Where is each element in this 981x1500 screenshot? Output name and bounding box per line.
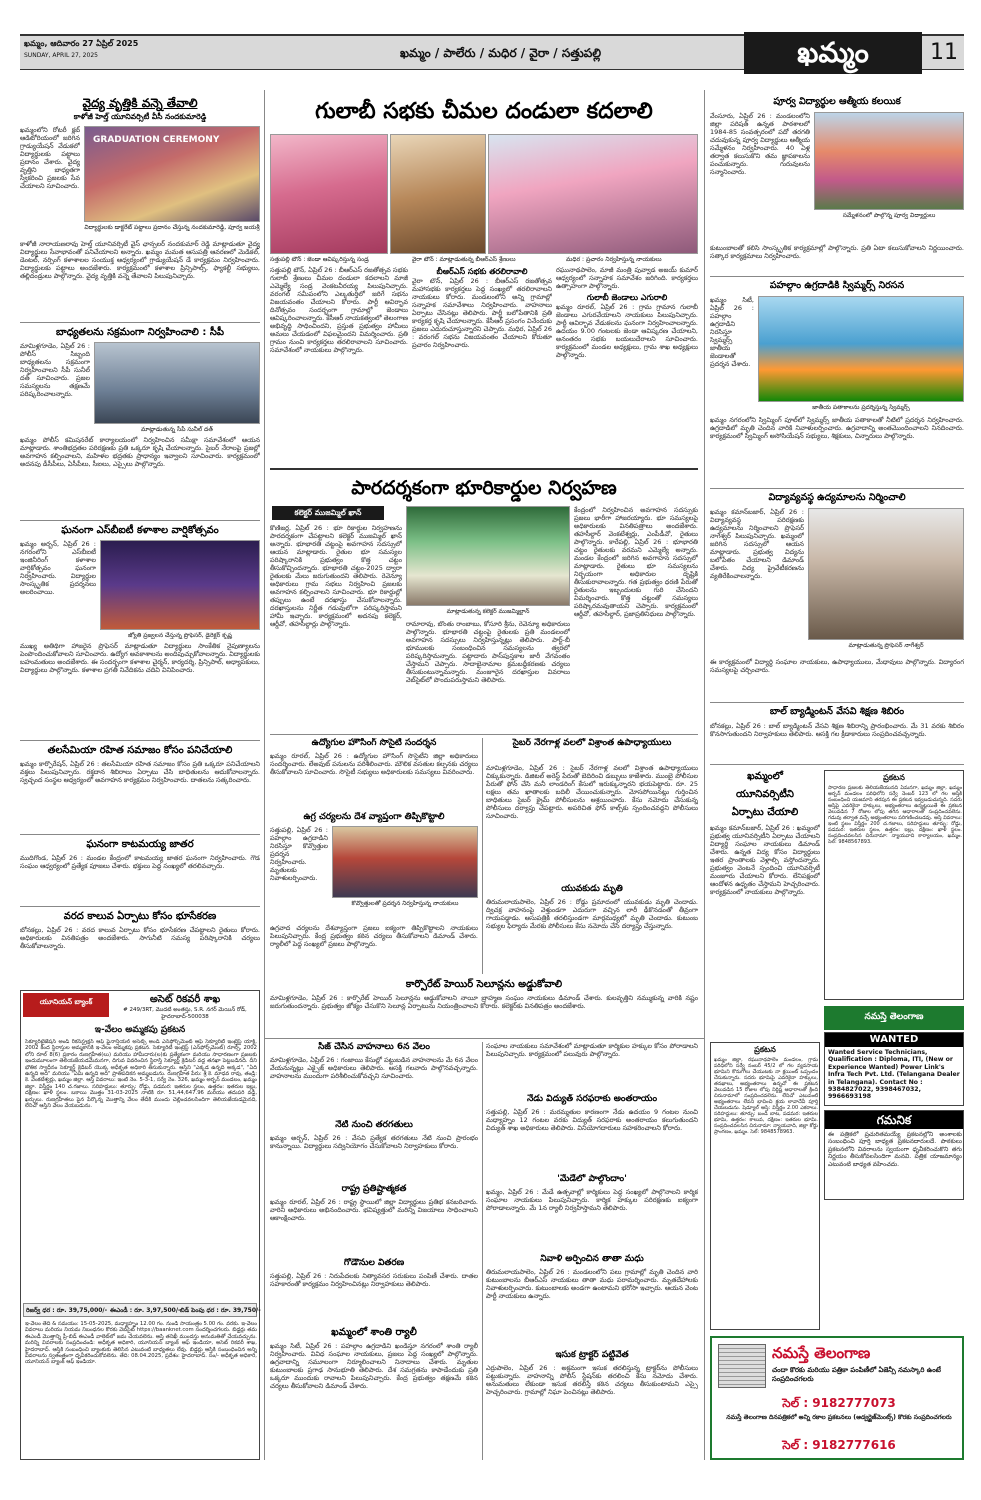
story6-headline: వరద కాలువ ఏర్పాటు కోసం భూసేకరణ <box>63 911 217 922</box>
alumni-body2: కుటుంబాలతో కలిసి సాంస్కృతిక కార్యక్రమాల్లో పాల్గొన్నారు. ప్రతి ఏటా కలుసుకోవాలని నిర్ణయించారు. సత్కార కార్యక్రమాలు నిర్వహించారు. <box>710 244 964 260</box>
left-divider-1 <box>20 322 260 323</box>
masthead <box>20 34 964 70</box>
edu-photo <box>808 508 964 640</box>
univ-headline-2: యూనివర్సిటీని <box>736 789 794 800</box>
classified-ad-2 <box>710 1042 820 1330</box>
col-rule-2 <box>704 90 705 1460</box>
center-inner-rule <box>482 738 483 974</box>
second-headline: పారదర్శకంగా భూరికార్డుల నిర్వహణ <box>351 477 617 499</box>
reserve-price: రిజర్వ్ ధర : రూ. 39,75,000/- <box>26 1307 108 1314</box>
gamanika-body: ఈ పత్రికలో ప్రచురితమయ్యే ప్రకటనల్లోని అంశాలకు సంబంధించి పూర్తి బాధ్యత ప్రకటనదారులదే. పాఠకులు ప్రకటనలోని వివరాలను స్వయంగా ధృవీకరించుకొని తగు నిర్ణయం తీసుకోవలసిందిగా మనవి. పత్రిక యాజమాన్యం ఎటువంటి బాధ్యత వహించదు. <box>828 1131 962 1168</box>
page-number: 11 <box>930 40 958 65</box>
left-divider-5 <box>20 906 260 907</box>
story5-body: ముదిగొండ, ఏప్రిల్ 26 : మండల కేంద్రంలో కాటమయ్య జాతర ఘనంగా నిర్వహించారు. గౌడ సంఘం ఆధ్వర్యంలో ప్రత్యేక పూజలు చేశారు. భక్తులు పెద్ద సంఖ్యలో తరలివచ్చారు. <box>20 854 260 870</box>
alumni-photo <box>814 112 964 210</box>
second-body-col3: కేంద్రంలో నిర్వహించిన అవగాహన సదస్సుకు ప్రజలు భారీగా హాజరయ్యారు. భూ సమస్యలపై అధికారులకు వినతిపత్రాలు అందజేశారు. తహసీల్దార్ వెంకటేశ్వర్లు, ఎంపీడీవో, రైతులు పాల్గొన్నారు. కారేపల్లి, ఏప్రిల్ 26 : భూభారతి చట్టం రైతులకు వరమని ఎమ్మెల్యే అన్నారు. మండల కేంద్రంలో జరిగిన అవగాహన సదస్సులో మాట్లాడారు. రైతులు భూ సమస్యలను నిర్భయంగా అధికారుల దృష్టికి తీసుకురావాలన్నారు. గత ప్రభుత్వం ధరణి పేరుతో రైతులను ఇబ్బందులకు గురి చేసిందని విమర్శించారు. కొత్త చట్టంతో సమస్యలు పరిష్కారమవుతాయని చెప్పారు. కార్యక్రమంలో ఆర్డీవో, తహసీల్దార్, ప్రజాప్రతినిధులు పాల్గొన్నారు. <box>574 506 698 618</box>
protest-photo <box>332 826 478 898</box>
alumni-headline: పూర్వ విద్యార్థుల ఆత్మీయ కలయిక <box>773 96 901 107</box>
youth-body: తిరుమలాయపాలెం, ఏప్రిల్ 26 : రోడ్డు ప్రమాదంలో యువకుడు మృతి చెందాడు. ద్విచక్ర వాహనంపై వెళ్తుండగా ఎదురుగా వచ్చిన లారీ ఢీకొనడంతో తీవ్రంగా గాయపడ్డాడు. ఆసుపత్రికి తరలిస్తుండగా మార్గమధ్యలో మృతి చెందాడు. కుటుంబ సభ్యుల ఫిర్యాదు మేరకు పోలీసులు కేసు నమోదు చేసి దర్యాప్తు చేస్తున్నారు. <box>486 898 698 930</box>
lead-caption-2: వైరా టౌన్ : మాట్లాడుతున్న బీఆర్ఎస్ శ్రేణులు <box>412 256 516 263</box>
lower-right-body1: సంఘాల నాయకులు సమావేశంలో మాట్లాడుతూ కార్మికుల హక్కుల కోసం పోరాడాలని పిలుపునిచ్చారు. కార్యక్రమంలో పలువురు పాల్గొన్నారు. <box>486 1042 698 1058</box>
right-divider-1 <box>710 276 964 277</box>
wanted-ad <box>824 1032 964 1106</box>
lead-photo-3 <box>488 134 698 254</box>
nt-promo-text: చందా కొరకు మరియు పత్రికా పంపిణీలో ఏజెన్సీ నమస్కారి ఉంటే సంప్రదించగలరు <box>772 1366 941 1383</box>
badminton-headline: బాల్ బ్యాడ్మింటన్ వేసవి శిక్షణ శిబిరం <box>769 706 905 717</box>
nt-promo-phone-1: సెల్ : 9182777073 <box>782 1396 896 1410</box>
tractor-headline: ఇసుక ట్రాక్టర్ పట్టివేత <box>555 1350 629 1360</box>
collector-caption: మాట్లాడుతున్న కలెక్టర్ ముజమ్మిల్ఖాన్ <box>446 608 530 615</box>
bank-ad <box>20 990 260 1460</box>
protest-body: ఉగ్రవాద చర్యలను దేశవ్యాప్తంగా ప్రజలు ఐక్యంగా తిప్పికొట్టాలని నాయకులు పిలుపునిచ్చారు. కేంద్ర ప్రభుత్వం కఠిన చర్యలు తీసుకోవాలని డిమాండ్ చేశారు. ర్యాలీలో పెద్ద సంఖ్యలో ప్రజలు పాల్గొన్నారు. <box>270 924 478 948</box>
graduation-banner-text: GRADUATION CEREMONY <box>93 135 220 145</box>
univ-headline-1: ఖమ్మంలో <box>747 771 783 782</box>
medelo-body: ఖమ్మం, ఏప్రిల్ 26 : మేడే ఉత్సవాల్లో కార్మికులు పెద్ద సంఖ్యలో పాల్గొనాలని కార్మిక సంఘాల నాయకులు పిలుపునిచ్చారు. కార్మిక హక్కుల పరిరక్షణకు ఐక్యంగా పోరాడాలన్నారు. మే 1న ర్యాలీ నిర్వహిస్తామని తెలిపారు. <box>486 1188 698 1212</box>
edu-body: ఈ కార్యక్రమంలో విద్యార్థి సంఘాల నాయకులు, ఉపాధ్యాయులు, మేధావులు పాల్గొన్నారు. విద్యారంగ సమస్యలపై చర్చించారు. <box>710 658 964 674</box>
center-divider-1 <box>270 468 698 470</box>
bid-increment: బిడ్ పెంపు ధర : రూ. 39,750/- <box>180 1307 261 1314</box>
left-divider-4 <box>20 834 260 835</box>
masthead-towns: ఖమ్మం / పాలేరు / మధిర / వైరా / సత్తుపల్లి <box>400 46 602 60</box>
seized-body: మామిళ్లగూడెం, ఏప్రిల్ 26 : గంజాయి కేసుల్లో పట్టుబడిన వాహనాలను మే 6న వేలం వేయనున్నట్లు ఎక్సైజ్ అధికారులు తెలిపారు. ఆసక్తి గలవారు పాల్గొనవచ్చన్నారు. వాహనాలను ముందుగా పరిశీలించుకోవచ్చని సూచించారు. <box>270 1056 478 1080</box>
wanted-body: Wanted Service Technicians, Qualification : Diploma, ITI, (New or Experience Wanted) Power Link's Infra Tech Pvt. Ltd. (Telangana Dealer in Telangana). Contact No : 9384827022, 9398467032, 9966693198 <box>828 1049 960 1101</box>
nt-promo-phone-2: సెల్ : 9182777616 <box>782 1438 896 1452</box>
story1-body: కాళోజీ నారాయణరావు హెల్త్ యూనివర్సిటీ వైస్ ఛాన్సలర్ నందకుమార్ రెడ్డి మాట్లాడుతూ వైద్య విద్యార్థులు సేవాభావంతో పనిచేయాలని అన్నారు. ఖమ్మం మమత ఆసుపత్రి ఆవరణలో మెడికల్, డెంటల్, నర్సింగ్ కళాశాలల సంయుక్త ఆధ్వర్యంలో గ్రాడ్యుయేషన్ డే కార్యక్రమం నిర్వహించారు. విద్యార్థులకు పట్టాలు అందజేశారు. కార్యక్రమంలో కళాశాల ప్రిన్సిపాల్స్, ఫ్యాకల్టీ సభ్యులు, తల్లిదండ్రులు పాల్గొన్నారు. వైద్య వృత్తికి వన్నె తేవాలని పిలుపునిచ్చారు. <box>20 240 260 280</box>
classified-body-1: సాధారణ ప్రజలకు తెలియజేయునది ఏమనగా, ఖమ్మం జిల్లా, ఖమ్మం అర్బన్ మండలం పరిధిలోని సర్వే నెంబర్ 123 లో గల ఆస్తికి సంబంధించి యజమాని తరపున ఈ ప్రకటన ఇవ్వబడుచున్నది. సదరు ఆస్తిపై ఎవరికైనా హక్కులు, అభ్యంతరాలు ఉన్నట్లయితే ఈ ప్రకటన వెలువడిన 7 రోజుల లోపు తగిన ఆధారాలతో సంప్రదించవలెను. గడువు తర్వాత వచ్చే అభ్యంతరాలు పరిగణించబడవు. ఆస్తి వివరాలు: ఇంటి స్థలం విస్తీర్ణం 200 చ.గజాలు, సరిహద్దులు తూర్పు: రోడ్డు, పడమర: ఇతరుల స్థలం, ఉత్తరం: ఇల్లు, దక్షిణం: ఖాళీ స్థలం. సంప్రదించవలసిన చిరునామా: న్యాయవాది కార్యాలయం, ఖమ్మం. సెల్: 9848567893. <box>828 785 962 845</box>
collector-tag: కలెక్టర్ ముజమ్మిల్ ఖాన్ <box>272 506 384 520</box>
edu-headline: విద్యావ్యవస్థ ఉద్యమాలను నిర్మించాలి <box>768 492 906 503</box>
cyber-headline: సైబర్ నేరగాళ్ల వలలో విశ్రాంత ఉపాధ్యాయులు <box>512 738 672 748</box>
cp-photo <box>94 342 260 424</box>
story1-caption: విద్యార్థులకు డాక్టరేట్ పట్టాలు ప్రదానం చేస్తున్న నందకుమారెడ్డి, పూర్వ జయశ్రీ <box>84 224 260 231</box>
swim-body-left: ఖమ్మం సిటీ, ఏప్రిల్ 26 : పహల్గాం ఉగ్రదాడిని నిరసిస్తూ స్విమ్మర్స్ జాతీయ జెండాలతో ప్రదర్శన చేశారు. <box>710 296 754 368</box>
newspaper-bundle-icon <box>718 1344 766 1388</box>
swim-photo <box>758 296 964 402</box>
lead-sub1: బీఆర్ఎస్ సభకు తరలిరావాలి <box>436 267 528 276</box>
bank-notice-body: సెక్యూరిటైజేషన్ అండ్ రీకన్‌స్ట్రక్షన్ ఆఫ్ ఫైనాన్షియల్ అసెట్స్ అండ్ ఎన్‌ఫోర్స్‌మెంట్ ఆఫ్ సెక్యూరిటీ ఇంట్రెస్ట్ యాక్ట్, 2002 కింద స్థిరాస్తుల అమ్మకానికి ఇ-వేలం అమ్మకపు ప్రకటన. సెక్యూరిటీ ఇంట్రెస్ట్ (ఎన్‌ఫోర్స్‌మెంట్) రూల్స్, 2002 లోని రూల్ 8(6) ప్రకారం రుణగ్రహీత(లు) మరియు హామీదారు(ల)కు ప్రత్యేకంగా మరియు సాధారణంగా ప్రజలకు ఇందుమూలంగా తెలియజేయడమేమనగా, దిగువ వివరించిన స్థిరాస్తి సెక్యూర్డ్ క్రెడిటర్ వద్ద తనఖా పెట్టబడినది. దీని భౌతిక స్వాధీనం సెక్యూర్డ్ క్రెడిటర్ యొక్క అధీకృత అధికారి తీసుకున్నారు. ఆస్తిని "ఎక్కడ ఉన్నది అక్కడ", "ఏది ఉన్నది అది" మరియు "ఏమి ఉన్నది అది" ప్రాతిపదికన అమ్మబడును. రుణగ్రహీత పేరు: శ్రీ కె. మాధవ రావు, తండ్రి: కె. వెంకటేశ్వర్లు, ఖమ్మం జిల్లా. ఆస్తి వివరాలు: ఇంటి నెం. 5-3-1, సర్వే నెం. 326, ఖమ్మం అర్బన్ మండలం, ఖమ్మం జిల్లా. విస్తీర్ణం 140 చ.గజాలు. సరిహద్దులు: తూర్పు: రోడ్డు, పడమర: ఇతరుల స్థలం, ఉత్తరం: ఇతరుల ఇల్లు, దక్షిణం: ఖాళీ స్థలం. బకాయి మొత్తం 31-03-2025 నాటికి రూ. 51,44,647.96 మరియు తదుపరి వడ్డీ, ఖర్చులు. రుణగ్రహీతలు పైన పేర్కొన్న మొత్తాన్ని వేలం తేదీకి ముందు చెల్లించవలసిందిగా తెలియజేయడమైనది, లేనిచో ఆస్తిని వేలం వేయబడును. <box>25 1039 257 1110</box>
bank-branch: అసెట్ రికవరీ శాఖ <box>149 994 221 1005</box>
classes-body: ఖమ్మం అర్బన్, ఏప్రిల్ 26 : వేసవి ప్రత్యేక తరగతులు నేటి నుంచి ప్రారంభం కానున్నాయి. విద్యార్థులు సద్వినియోగం చేసుకోవాలని నిర్వాహకులు కోరారు. <box>270 1134 478 1150</box>
madhu-headline: నివాళి అర్పించిన తాతా మధు <box>540 1254 644 1264</box>
right-divider-2 <box>710 488 964 489</box>
nt-promo-ad <box>710 1336 964 1460</box>
story5-headline: ఘనంగా కాటమయ్య జాతర <box>86 839 194 850</box>
story1-body-right: ఖమ్మంలోని రోటరీ క్లబ్ ఆడిటోరియంలో జరిగిన గ్రాడ్యుయేషన్ వేడుకలో విద్యార్థులకు పట్టాలు ప్రదానం చేశారు. వైద్య వృత్తిని బాధ్యతగా స్వీకరించి ప్రజలకు సేవ చేయాలని సూచించారు. <box>20 126 80 190</box>
right-divider-4 <box>710 764 964 765</box>
housing-body: ఖమ్మం రూరల్, ఏప్రిల్ 26 : ఉద్యోగుల హౌసింగ్ సొసైటీని జిల్లా అధికారులు సందర్శించారు. లేఅవుట్ పనులను పరిశీలించారు. మౌలిక వసతుల కల్పనకు చర్యలు తీసుకోవాలని సూచించారు. సొసైటీ సభ్యులు అధికారులకు సమస్యలు వివరించారు. <box>270 752 478 776</box>
rally-headline: ఖమ్మంలో శాంతి ర్యాలీ <box>331 1327 417 1338</box>
salon-headline: కార్పొరేట్ హెయిర్ సెలూన్లను అడ్డుకోవాలి <box>405 979 563 990</box>
story2-caption: మాట్లాడుతున్న సీపీ సునీల్ దత్ <box>141 426 213 433</box>
edu-caption: మాట్లాడుతున్న ప్రొఫెసర్ నాగేశ్వర్ <box>848 642 924 649</box>
swim-caption: జాతీయ పతాకాలను ప్రదర్శిస్తున్న స్విమ్మర్స్ <box>812 404 910 411</box>
center-divider-3 <box>264 1038 704 1039</box>
seized-headline: సీజ్ చేసిన వాహనాలు 6న వేలం <box>318 1042 430 1052</box>
right-divider-3 <box>710 702 964 703</box>
emd-amount: ఈఎండీ : రూ. 3,97,500/- <box>110 1307 181 1314</box>
housing-headline: ఉద్యోగుల హౌసింగ్ సొసైటీ సందర్శన <box>311 738 437 748</box>
lead-body-col1: సత్తుపల్లి టౌన్, ఏప్రిల్ 26 : బీఆర్ఎస్ రజతోత్సవ సభకు గులాబీ శ్రేణులు చీమల దండులా కదలాలని మాజీ ఎమ్మెల్యే సండ్ర వెంకటవీరయ్య పిలుపునిచ్చారు. వరంగల్ సమీపంలోని ఎల్కతుర్తిలో జరిగే సభను విజయవంతం చేయాలని కోరారు. పార్టీ ఆవిర్భావ దినోత్సవం సందర్భంగా గ్రామాల్లో జెండాలు ఆవిష్కరించాలన్నారు. కేసీఆర్ నాయకత్వంలో తెలంగాణ అభివృద్ధి సాధించిందని, ప్రస్తుత ప్రభుత్వం హామీలు అమలు చేయడంలో విఫలమైందని విమర్శించారు. ప్రతి గ్రామం నుంచి కార్యకర్తలు తరలిరావాలని సూచించారు. సమావేశంలో నాయకులు పాల్గొన్నారు. <box>270 266 408 354</box>
story4-body: ఖమ్మం కార్పొరేషన్, ఏప్రిల్ 26 : తలసేమియా రహిత సమాజం కోసం ప్రతి ఒక్కరూ పనిచేయాలని వక్తలు పిలుపునిచ్చారు. రక్తదాన శిబిరాలు ఏర్పాటు చేసి బాధితులను ఆదుకోవాలన్నారు. స్వచ్ఛంద సంస్థల ఆధ్వర్యంలో అవగాహన కార్యక్రమం నిర్వహించారు. దాతలను సత్కరించారు. <box>20 760 260 784</box>
classified-label-2: ప్రకటన <box>754 1045 776 1054</box>
second-body-col2: రామారావు, బొంతు రాంబాబు, కోసూరి శ్రీను, రెవెన్యూ అధికారులు పాల్గొన్నారు. భూభారతి చట్టంపై రైతులకు ప్రతి మండలంలో అవగాహన సదస్సులు నిర్వహిస్తున్నట్లు తెలిపారు. పార్ట్-బీ భూములకు సంబంధించిన సమస్యలను త్వరలో పరిష్కరిస్తామన్నారు. పట్టాదారు పాస్‌పుస్తకాల జారీ వేగవంతం చేస్తామని చెప్పారు. సాదాబైనామాల క్రమబద్ధీకరణకు చర్యలు తీసుకుంటున్నామన్నారు. మంజూరైన దరఖాస్తుల వివరాలు వెబ్‌సైట్‌లో పొందుపరుస్తామని తెలిపారు. <box>406 620 570 684</box>
lead-caption-1: సత్తుపల్లి టౌన్ : జెండా ఆవిష్కరిస్తున్న సండ్ర <box>270 256 369 263</box>
lead-caption-3: మధిర : ప్రచారం నిర్వహిస్తున్న నాయకులు <box>566 256 662 263</box>
story1-headline: వైద్య వృత్తికి వన్నె తేవాలి <box>82 96 198 110</box>
protest-caption: కొవ్వొత్తులతో ప్రదర్శన నిర్వహిస్తున్న నాయకులు <box>351 900 459 907</box>
story1-subhead: కాళోజీ హెల్త్ యూనివర్సిటీ వీసీ నందకుమారెడ్డి <box>73 112 207 121</box>
second-body-col1: కొణిజర్ల, ఏప్రిల్ 26 : భూ రికార్డుల నిర్వహణను పారదర్శకంగా చేపట్టాలని కలెక్టర్ ముజమ్మిల్ ఖాన్ అన్నారు. భూభారతి చట్టంపై అవగాహన సదస్సులో ఆయన మాట్లాడారు. రైతుల భూ సమస్యల పరిష్కారానికి ప్రభుత్వం కొత్త చట్టం తీసుకొచ్చిందన్నారు. భూభారతి చట్టం-2025 ద్వారా రైతులకు మేలు జరుగుతుందని తెలిపారు. రెవెన్యూ అధికారులు గ్రామ సభలు నిర్వహించి ప్రజలకు అవగాహన కల్పించాలని సూచించారు. భూ రికార్డుల్లో తప్పులు ఉంటే దరఖాస్తు చేసుకోవాలన్నారు. దరఖాస్తులను నిర్ణీత గడువులోగా పరిష్కరిస్తామని హామీ ఇచ్చారు. కార్యక్రమంలో అదనపు కలెక్టర్, ఆర్డీవో, తహసీల్దార్లు పాల్గొన్నారు. <box>270 524 402 628</box>
rally-body: ఖమ్మం సిటీ, ఏప్రిల్ 26 : పహల్గాం ఉగ్రదాడిని ఖండిస్తూ నగరంలో శాంతి ర్యాలీ నిర్వహించారు. వివిధ సంఘాల నాయకులు, ప్రజలు పెద్ద సంఖ్యలో పాల్గొన్నారు. ఉగ్రవాదాన్ని సమూలంగా నిర్మూలించాలని నినాదాలు చేశారు. మృతుల కుటుంబాలకు ప్రగాఢ సానుభూతి తెలిపారు. దేశ సమగ్రతను కాపాడేందుకు ప్రతి ఒక్కరూ ముందుకు రావాలని పిలుపునిచ్చారు. కేంద్ర ప్రభుత్వం తక్షణమే కఠిన చర్యలు తీసుకోవాలని డిమాండ్ చేశారు. <box>270 1342 478 1390</box>
story3-body-left: ఖమ్మం అర్బన్, ఏప్రిల్ 26 : నగరంలోని ఎస్‌బీఐటీ ఇంజినీరింగ్ కళాశాల వార్షికోత్సవం ఘనంగా నిర్వహించారు. విద్యార్థుల సాంస్కృతిక ప్రదర్శనలు అలరించాయి. <box>20 540 96 596</box>
salon-body: మామిళ్లగూడెం, ఏప్రిల్ 26 : కార్పొరేట్ హెయిర్ సెలూన్లను అడ్డుకోవాలని నాయీ బ్రాహ్మణ సంఘం నాయకులు డిమాండ్ చేశారు. కులవృత్తిని నమ్ముకున్న వారికి నష్టం జరుగుతుందన్నారు. ప్రభుత్వం జోక్యం చేసుకొని సెలూన్ల ఏర్పాటును నియంత్రించాలని కోరారు. కలెక్టర్‌కు వినతిపత్రం అందజేశారు. <box>270 994 698 1010</box>
protest-body-left: సత్తుపల్లి, ఏప్రిల్ 26 : పహల్గాం ఉగ్రదాడిని నిరసిస్తూ కొవ్వొత్తుల ప్రదర్శన నిర్వహించారు. మృతులకు నివాళులర్పించారు. <box>270 826 328 882</box>
godown-body: సత్తుపల్లి, ఏప్రిల్ 26 : నిరుపేదలకు నిత్యావసర సరుకులు పంపిణీ చేశారు. దాతల సహకారంతో కార్యక్రమం నిర్వహించినట్లు నిర్వాహకులు తెలిపారు. <box>270 1272 478 1288</box>
masthead-date-english: SUNDAY, APRIL 27, 2025 <box>24 52 98 59</box>
story3-headline: ఘనంగా ఎస్‌బీఐటీ కళాశాల వార్షికోత్సవం <box>61 525 219 536</box>
edu-body-left: ఖమ్మం కమాన్‌బజార్, ఏప్రిల్ 26 : విద్యావ్యవస్థ పరిరక్షణకు ఉద్యమాలను నిర్మించాలని ప్రొఫెసర్ నాగేశ్వర్ పిలుపునిచ్చారు. ఖమ్మంలో జరిగిన సదస్సులో ఆయన మాట్లాడారు. ప్రభుత్వ విద్యను బలోపేతం చేయాలని డిమాండ్ చేశారు. విద్య ప్రైవేటీకరణను వ్యతిరేకించాలన్నారు. <box>710 508 804 580</box>
power-headline: నేడు విద్యుత్ సరఫరాకు అంతరాయం <box>526 1094 658 1104</box>
story2-body-left: మామిళ్లగూడెం, ఏప్రిల్ 26 : పోలీస్ సిబ్బంది బాధ్యతలను సక్రమంగా నిర్వహించాలని సీపీ సునీల్ దత్ సూచించారు. ప్రజల సమస్యలను తక్షణమే పరిష్కరించాలన్నారు. <box>20 342 90 398</box>
protest-headline: ఉగ్ర చర్యలను దేశ వ్యాప్తంగా తిప్పికొట్టాలి <box>303 812 445 822</box>
lead-body-col2: బీఆర్ఎస్ సభకు తరలిరావాలి వైరా టౌన్, ఏప్రిల్ 26 : బీఆర్ఎస్ రజతోత్సవ మహాసభకు కార్యకర్తలు పెద్ద సంఖ్యలో తరలిరావాలని నాయకులు కోరారు. మండలంలోని అన్ని గ్రామాల్లో సన్నాహక సమావేశాలు నిర్వహించారు. వాహనాలు ఏర్పాటు చేసినట్లు తెలిపారు. పార్టీ బలోపేతానికి ప్రతి కార్యకర్త కృషి చేయాలన్నారు. కేసీఆర్ ప్రసంగం వినేందుకు ప్రజలు ఎదురుచూస్తున్నారని చెప్పారు. మధిర, ఏప్రిల్ 26 : వరంగల్ సభను విజయవంతం చేయాలని కోరుతూ ప్రచారం నిర్వహించారు. <box>412 267 552 349</box>
masthead-date: ఖమ్మం, ఆదివారం 27 ఏప్రిల్ 2025 <box>24 39 139 48</box>
story2-body: ఖమ్మం పోలీస్ కమిషనరేట్ కార్యాలయంలో నిర్వహించిన సమీక్షా సమావేశంలో ఆయన మాట్లాడారు. శాంతిభద్రతల పరిరక్షణకు ప్రతి ఒక్కరూ కృషి చేయాలన్నారు. సైబర్ నేరాలపై ప్రజల్లో అవగాహన కల్పించాలని, మహిళల భద్రతకు ప్రాధాన్యం ఇవ్వాలని సూచించారు. కార్యక్రమంలో అదనపు డీసీపీలు, ఏసీపీలు, సీఐలు, ఎస్సైలు పాల్గొన్నారు. <box>20 436 260 468</box>
tractor-body: ఎర్రుపాలెం, ఏప్రిల్ 26 : అక్రమంగా ఇసుక తరలిస్తున్న ట్రాక్టర్‌ను పోలీసులు పట్టుకున్నారు. వాహనాన్ని పోలీస్ స్టేషన్‌కు తరలించి కేసు నమోదు చేశారు. అనుమతులు లేకుండా ఇసుక తరలిస్తే కఠిన చర్యలు తీసుకుంటామని ఎస్సై హెచ్చరించారు. గ్రామాల్లో నిఘా పెంచినట్లు తెలిపారు. <box>486 1364 698 1396</box>
power-body: సత్తుపల్లి, ఏప్రిల్ 26 : మరమ్మతుల కారణంగా నేడు ఉదయం 9 గంటల నుంచి మధ్యాహ్నం 12 గంటల వరకు విద్యుత్ సరఫరాకు అంతరాయం కలుగుతుందని విద్యుత్ శాఖ అధికారులు తెలిపారు. వినియోగదారులు సహకరించాలని కోరారు. <box>486 1108 698 1132</box>
story6-body: బోనకల్లు, ఏప్రిల్ 26 : వరద కాలువ ఏర్పాటు కోసం భూసేకరణ చేపట్టాలని రైతులు కోరారు. అధికారులకు వినతిపత్రం అందజేశారు. సాగునీటి సమస్య పరిష్కారానికి చర్యలు తీసుకోవాలన్నారు. <box>20 926 260 950</box>
classified-ad-1 <box>824 770 964 1000</box>
col-rule-1 <box>264 90 265 1460</box>
bank-name: యూనియన్ బ్యాంక్ <box>39 998 93 1006</box>
classified-label-1: ప్రకటన <box>883 773 905 782</box>
classified-body-2: ఖమ్మం జిల్లా, రఘునాథపాలెం మండలం, గ్రామ పరిధిలోని సర్వే నంబర్ 45/2 లో గల వ్యవసాయ భూమిని కొనుగోలు చేయుటకు నా క్లయింట్ ఒప్పందం చేసుకున్నారు. సదరు భూమిపై ఎవరికైనా హక్కులు, తనఖాలు, అభ్యంతరాలు ఉన్నచో ఈ ప్రకటన వెలువడిన 15 రోజుల లోపు నిర్దిష్ట ఆధారాలతో క్రింది చిరునామాలో సంప్రదించవలెను. లేనిచో ఎటువంటి అభ్యంతరాలు లేవని భావించి క్రయ లావాదేవీ పూర్తి చేయబడును. షెడ్యూల్ ఆస్తి: విస్తీర్ణం 2.00 ఎకరాలు. సరిహద్దులు: తూర్పు: బండి బాట, పడమర: ఇతరుల భూమి, ఉత్తరం: కాలువ, దక్షిణం: ఇతరుల భూమి. సంప్రదించవలసిన చిరునామా: న్యాయవాది, జిల్లా కోర్టు ప్రాంగణం, ఖమ్మం. సెల్: 9848578963. <box>714 1057 818 1135</box>
center-lower-rule <box>482 1042 483 1460</box>
governor-body: ఖమ్మం రూరల్, ఏప్రిల్ 26 : రాష్ట్ర స్థాయిలో జిల్లా విద్యార్థులు ప్రతిభ కనబరిచారు. వారిని అధికారులు అభినందించారు. భవిష్యత్తులో మరిన్ని విజయాలు సాధించాలని ఆకాంక్షించారు. <box>270 1198 478 1222</box>
alumni-body: వేంసూరు, ఏప్రిల్ 26 : మండలంలోని జిల్లా పరిషత్ ఉన్నత పాఠశాలలో 1984-85 సంవత్సరంలో పదో తరగతి చదువుకున్న పూర్వ విద్యార్థులు ఆత్మీయ సమ్మేళనం నిర్వహించారు. 40 ఏళ్ల తర్వాత కలుసుకొని తమ జ్ఞాపకాలను పంచుకున్నారు. గురువులను సన్మానించారు. <box>710 112 810 176</box>
lead-sub2: గులాబీ జెండాలు ఎగురాలి <box>586 293 668 302</box>
gamanika-ad <box>824 1110 964 1200</box>
cyber-body: మామిళ్లగూడెం, ఏప్రిల్ 26 : సైబర్ నేరగాళ్ల వలలో విశ్రాంత ఉపాధ్యాయులు చిక్కుకున్నారు. డిజిటల్ అరెస్ట్ పేరుతో బెదిరించి డబ్బులు కాజేశారు. ముంబై పోలీసుల పేరుతో ఫోన్ చేసి మనీ లాండరింగ్ కేసులో ఇరుక్కున్నారని భయపెట్టారు. రూ. 25 లక్షలు తమ ఖాతాలకు బదిలీ చేయించుకున్నారు. మోసపోయినట్లు గుర్తించిన బాధితులు సైబర్ క్రైమ్ పోలీసులను ఆశ్రయించారు. కేసు నమోదు చేసుకున్న పోలీసులు దర్యాప్తు చేపట్టారు. అపరిచిత ఫోన్ కాల్స్‌కు స్పందించవద్దని పోలీసులు సూచించారు. <box>486 764 698 820</box>
graduation-photo <box>84 126 260 222</box>
univ-body: ఖమ్మం కమాన్‌బజార్, ఏప్రిల్ 26 : ఖమ్మంలో ప్రభుత్వ యూనివర్సిటీని ఏర్పాటు చేయాలని విద్యార్థి సంఘాల నాయకులు డిమాండ్ చేశారు. ఉన్నత విద్య కోసం విద్యార్థులు ఇతర ప్రాంతాలకు వెళ్లాల్సి వస్తోందన్నారు. ప్రభుత్వం వెంటనే స్పందించి యూనివర్సిటీ మంజూరు చేయాలని కోరారు. లేనిపక్షంలో ఆందోళన ఉధృతం చేస్తామని హెచ్చరించారు. కార్యక్రమంలో నాయకులు పాల్గొన్నారు. <box>710 824 820 896</box>
medelo-headline: 'మేడేలో పాల్గొందాం' <box>557 1174 627 1184</box>
lead-headline: గులాబీ సభకు చీమల దండులా కదలాలి <box>315 99 653 124</box>
story4-headline: తలసేమియా రహిత సమాజం కోసం పనిచేయాలి <box>47 745 233 756</box>
bank-address: # 249/3RT, మొదటి అంతస్తు, S.R. నగర్ మెయిన్ రోడ్, హైదరాబాద్-500038 <box>123 1007 247 1020</box>
story3-caption: జ్యోతి ప్రజ్వలన చేస్తున్న ప్రొఫెసర్, డైరెక్టర్ కృష్ణ <box>128 632 232 639</box>
swim-headline: పహల్గాం ఉగ్రదాడికి స్విమ్మర్స్ నిరసన <box>769 280 905 291</box>
bank-price-row <box>23 1303 261 1317</box>
governor-headline: రాష్ట్ర ప్రతిష్టాత్మకత <box>341 1184 407 1194</box>
badminton-body: బోనకల్లు, ఏప్రిల్ 26 : బాల్ బ్యాడ్మింటన్ వేసవి శిక్షణ శిబిరాన్ని ప్రారంభించారు. మే 31 వరకు శిబిరం కొనసాగుతుందని నిర్వాహకులు తెలిపారు. ఆసక్తి గల క్రీడాకారులు సంప్రదించవచ్చన్నారు. <box>710 722 964 738</box>
left-divider-2 <box>20 520 260 521</box>
collector-photo <box>406 506 570 606</box>
godown-headline: గోడౌనుల వితరణ <box>343 1258 405 1268</box>
wanted-title: WANTED <box>825 1033 963 1047</box>
bank-terms: ఇ-వేలం తేది & సమయం: 15-05-2025, మధ్యాహ్నం 12.00 గం. నుండి సాయంత్రం 5.00 గం. వరకు. ఇ-వేలం వివరాలు మరియు నియమ నిబంధనల కొరకు వెబ్‌సైట్ https://baanknet.com సందర్శించగలరు. బిడ్డర్లు తమ ఈఎండీ మొత్తాన్ని ప్రీ-బిడ్ ఈఎండీ వాలెట్‌లో జమ చేయవలెను. ఆస్తి తనిఖీ ముందస్తు అనుమతితో చేయవచ్చును. మరిన్ని వివరాలకు సంప్రదించండి: అధీకృత అధికారి, యూనియన్ బ్యాంక్ ఆఫ్ ఇండియా, అసెట్ రికవరీ శాఖ, హైదరాబాద్. ఆస్తికి సంబంధించి బ్యాంకుకు తెలిసిన ఎటువంటి బాధ్యతలు లేవు. బిడ్డర్లు ఆస్తికి సంబంధించిన అన్ని వివరాలను స్వతంత్రంగా ధృవీకరించుకోవలెను. తేది: 08.04.2025, ప్రదేశం: హైదరాబాద్. సం/- అధీకృత అధికారి, యూనియన్ బ్యాంక్ ఆఫ్ ఇండియా. <box>25 1321 257 1366</box>
classifieds-banner-brand: నమస్తే తెలంగాణ <box>864 1012 924 1022</box>
alumni-caption: సమ్మేళనంలో పాల్గొన్న పూర్వ విద్యార్థులు <box>842 212 936 219</box>
lead-photo-2 <box>390 134 486 254</box>
classes-headline: నేటి నుంచి తరగతులు <box>335 1120 413 1130</box>
classifieds-banner <box>824 1006 964 1030</box>
left-divider-3 <box>20 740 260 741</box>
gamanika-title: గమనిక <box>825 1111 963 1129</box>
swim-body: ఖమ్మం నగరంలోని స్విమ్మింగ్ పూల్‌లో స్విమ్మర్స్ జాతీయ పతాకాలతో నీటిలో ప్రదర్శన నిర్వహించారు. ఉగ్రదాడిలో మృతి చెందిన వారికి నివాళులర్పించారు. ఉగ్రవాదాన్ని అంతమొందించాలని నినదించారు. కార్యక్రమంలో స్విమ్మింగ్ అసోసియేషన్ సభ్యులు, శిక్షకులు, చిన్నారులు పాల్గొన్నారు. <box>710 416 964 440</box>
madhu-body: తిరుమలాయపాలెం, ఏప్రిల్ 26 : మండలంలోని పలు గ్రామాల్లో మృతి చెందిన వారి కుటుంబాలను బీఆర్ఎస్ నాయకులు తాతా మధు పరామర్శించారు. మృతదేహాలకు నివాళులర్పించారు. కుటుంబాలకు అండగా ఉంటామని భరోసా ఇచ్చారు. ఆయన వెంట పార్టీ నాయకులు ఉన్నారు. <box>486 1268 698 1300</box>
lead-body-col3: రఘునాథపాలెం, మాజీ మంత్రి పువ్వాడ అజయ్ కుమార్ ఆధ్వర్యంలో సన్నాహక సమావేశం జరిగింది. కార్యకర్తలు ఉత్సాహంగా పాల్గొన్నారు. గులాబీ జెండాలు ఎగురాలి ఖమ్మం రూరల్, ఏప్రిల్ 26 : గ్రామ గ్రామాన గులాబీ జెండాలు ఎగురవేయాలని నాయకులు పిలుపునిచ్చారు. పార్టీ ఆవిర్భావ వేడుకలను ఘనంగా నిర్వహించాలన్నారు. ఉదయం 9.00 గంటలకు జెండా ఆవిష్కరణ చేయాలని, అనంతరం సభకు బయలుదేరాలని సూచించారు. కార్యక్రమంలో మండల అధ్యక్షులు, గ్రామ శాఖ అధ్యక్షులు పాల్గొన్నారు. <box>556 266 698 359</box>
lead-photo-1 <box>270 134 388 254</box>
sbit-photo <box>100 540 260 630</box>
bank-notice-title: ఇ-వేలం అమ్మకపు ప్రకటన <box>94 1025 186 1035</box>
center-divider-2 <box>270 734 698 735</box>
section-title: ఖమ్మం <box>744 32 922 74</box>
nt-promo-text-2: నమస్తే తెలంగాణ దినపత్రికలో అన్ని రకాల ప్రకటనలు (అడ్వర్టైజ్‌మెంట్స్) కొరకు సంప్రదించగలరు <box>726 1414 952 1421</box>
nt-promo-brand: నమస్తే తెలంగాణ <box>772 1344 871 1362</box>
story2-headline: బాధ్యతలను సక్రమంగా నిర్వహించాలి : సీపీ <box>56 327 224 338</box>
story3-body: ముఖ్య అతిథిగా హాజరైన ప్రొఫెసర్ మాట్లాడుతూ విద్యార్థులు సాంకేతిక నైపుణ్యాలను పెంపొందించుకోవాలని సూచించారు. ఉద్యోగ అవకాశాలను అందిపుచ్చుకోవాలన్నారు. విద్యార్థులకు బహుమతులు అందజేశారు. ఈ సందర్భంగా కళాశాల చైర్మన్, కార్యదర్శి, ప్రిన్సిపాల్, అధ్యాపకులు, విద్యార్థులు పాల్గొన్నారు. కళాశాల ప్రగతి నివేదికను చదివి వినిపించారు. <box>20 642 260 674</box>
univ-headline-3: ఏర్పాటు చేయాలి <box>731 807 799 818</box>
youth-headline: యువకుడు మృతి <box>561 884 623 894</box>
